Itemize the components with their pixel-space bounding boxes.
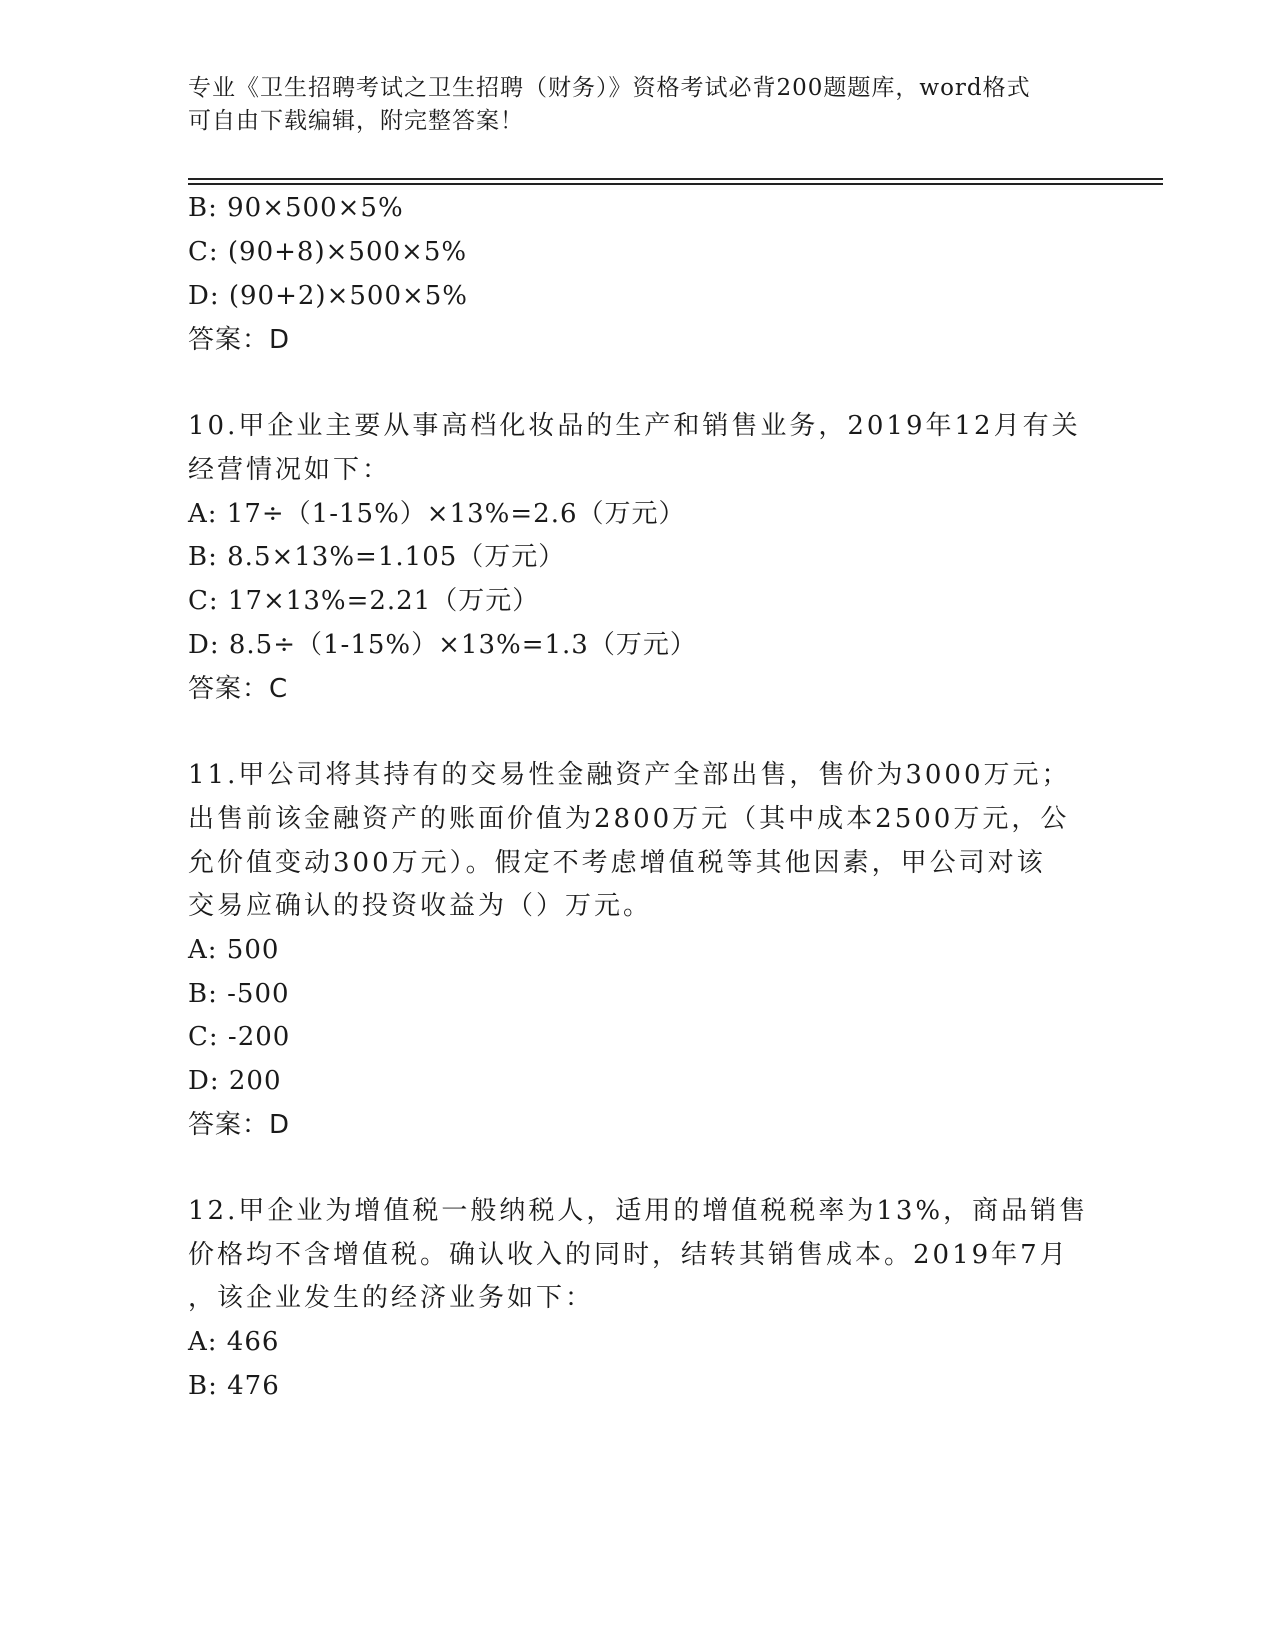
q9-option-c: C: (90+8)×500×5% xyxy=(188,237,468,267)
q9-answer: 答案：D xyxy=(188,325,291,355)
q10-answer: 答案：C xyxy=(188,674,289,704)
header-line-1: 专业《卫生招聘考试之卫生招聘（财务）》资格考试必背200题题库，word格式 xyxy=(188,75,1031,101)
q12-stem-line-3: ，该企业发生的经济业务如下： xyxy=(188,1283,595,1313)
q11-stem-line-2: 出售前该金融资产的账面价值为2800万元（其中成本2500万元，公 xyxy=(188,804,1070,834)
q12-stem-line-2: 价格均不含增值税。确认收入的同时，结转其销售成本。2019年7月 xyxy=(188,1240,1069,1270)
q12-option-b: B: 476 xyxy=(188,1371,280,1401)
q11-option-b: B: -500 xyxy=(188,979,290,1009)
header-line-2: 可自由下载编辑，附完整答案！ xyxy=(188,108,524,134)
q10-option-c: C: 17×13%=2.21（万元） xyxy=(188,586,540,616)
q10-stem-line-2: 经营情况如下： xyxy=(188,455,392,485)
q9-option-d: D: (90+2)×500×5% xyxy=(188,281,469,311)
q9-option-b: B: 90×500×5% xyxy=(188,193,404,223)
q11-answer: 答案：D xyxy=(188,1110,291,1140)
document-header xyxy=(188,72,1088,138)
q11-stem-line-3: 允价值变动300万元）。假定不考虑增值税等其他因素，甲公司对该 xyxy=(188,848,1046,878)
q12-stem-line-1: 12.甲企业为增值税一般纳税人，适用的增值税税率为13%，商品销售 xyxy=(188,1196,1089,1226)
header-divider-top xyxy=(188,178,1163,180)
q10-option-a: A: 17÷（1-15%）×13%=2.6（万元） xyxy=(188,499,686,529)
header-divider-bottom xyxy=(188,183,1163,185)
q11-stem-line-4: 交易应确认的投资收益为（）万元。 xyxy=(188,891,653,921)
q10-option-d: D: 8.5÷（1-15%）×13%=1.3（万元） xyxy=(188,630,697,660)
q12-option-a: A: 466 xyxy=(188,1327,280,1357)
q10-option-b: B: 8.5×13%=1.105（万元） xyxy=(188,542,566,572)
q10-stem-line-1: 10.甲企业主要从事高档化妆品的生产和销售业务，2019年12月有关 xyxy=(188,411,1081,441)
q11-option-d: D: 200 xyxy=(188,1066,282,1096)
q11-option-c: C: -200 xyxy=(188,1022,291,1052)
q11-stem-line-1: 11.甲公司将其持有的交易性金融资产全部出售，售价为3000万元； xyxy=(188,760,1071,790)
q11-option-a: A: 500 xyxy=(188,935,280,965)
